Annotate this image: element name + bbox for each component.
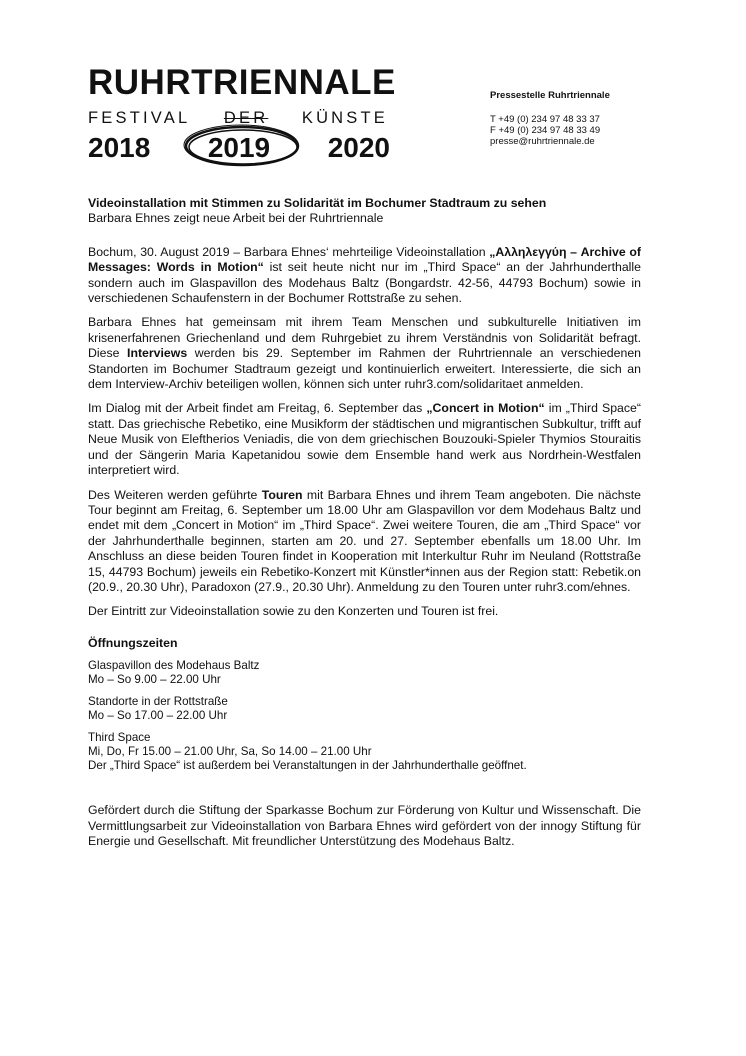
- hours-location-3: Third Space Mi, Do, Fr 15.00 – 21.00 Uhr, Sa, So 14.00 – 21.00 Uhr Der „Third Space“ ist außerdem bei Veranstaltungen in der Jahrhunderthalle geöffnet.: [88, 731, 527, 773]
- logo-year-2020: 2020: [327, 132, 390, 163]
- paragraph-concert: Im Dialog mit der Arbeit findet am Freitag, 6. September das „Concert in Motion“ im „Third Space“ statt. Das griechische Rebetiko, eine Musikform der städtischen und migrantischen Subkultur, trifft auf Neue Musik von Eleftherios Veniadis, die von dem griechischen Bouzouki-Spieler Thymios Stouraitis und der Sängerin Maria Kapetanidou sowie dem Ensemble hand werk aus Nordrhein-Westfalen interpretiert wird.: [88, 401, 641, 478]
- press-contact: [490, 90, 610, 147]
- installation-title: „Αλληλεγγύη – Archive of Messages: Words in Motion“: [88, 244, 642, 275]
- press-phone: T +49 (0) 234 97 48 33 37: [490, 114, 600, 125]
- hours-location-2: Standorte in der Rottstraße Mo – So 17.00 – 22.00 Uhr: [88, 695, 228, 723]
- logo-word-kuenste: KÜNSTE: [301, 109, 388, 127]
- paragraph-funding: Gefördert durch die Stiftung der Sparkasse Bochum zur Förderung von Kultur und Wissenschaft. Die Vermittlungsarbeit zur Videoinstallation von Barbara Ehnes wird gefördert von der innogy Stiftung für Energie und Gesellschaft. Mit freundlicher Unterstützung des Modehaus Baltz.: [88, 803, 641, 848]
- opening-hours: [88, 659, 641, 773]
- tours-highlight: Touren: [261, 487, 303, 502]
- headline: Videoinstallation mit Stimmen zu Solidarität im Bochumer Stadtraum zu sehen: [88, 196, 547, 210]
- logo-years: [88, 132, 390, 164]
- press-fax: F +49 (0) 234 97 48 33 49: [490, 125, 601, 136]
- paragraph-interviews: Barbara Ehnes hat gemeinsam mit ihrem Team Menschen und subkulturelle Initiativen im krisenerfahrenen Griechenland und dem Ruhrgebiet zu ihrem Verständnis von Solidarität befragt. Diese Interviews werden bis 29. September im Rahmen der Ruhrtriennale an verschiedenen Standorten im Bochumer Stadtraum gezeigt und kontinuierlich erweitert. Interessierte, die sich an dem Interview-Archiv beteiligen wollen, können sich unter ruhr3.com/solidaritaet anmelden.: [88, 315, 641, 392]
- paragraph-tours: Des Weiteren werden geführte Touren mit Barbara Ehnes und ihrem Team angeboten. Die nächste Tour beginnt am Freitag, 6. September um 18.00 Uhr am Glaspavillon vor dem Modehaus Baltz und endet mit dem „Concert in Motion“ im „Third Space“. Zwei weitere Touren, die am „Third Space“ vor der Jahrhunderthalle beginnen, starten am 20. und 27. September ebenfalls um 18.00 Uhr. Im Anschluss an diese beiden Touren findet in Kooperation mit Interkultur Ruhr im Neuland (Rottstraße 15, 44793 Bochum) jeweils ein Rebetiko-Konzert mit Künstler*innen aus der Region statt: Rebetik.on (20.9., 20.30 Uhr), Paradoxon (27.9., 20.30 Uhr). Anmeldung zu den Touren unter ruhr3.com/ehnes.: [88, 487, 641, 594]
- hours-location-1: Glaspavillon des Modehaus Baltz Mo – So 9.00 – 22.00 Uhr: [88, 659, 260, 687]
- logo-title: RUHRTRIENNALE: [88, 63, 396, 102]
- opening-hours-title: Öffnungszeiten: [88, 635, 178, 650]
- paragraph-admission: Der Eintritt zur Videoinstallation sowie zu den Konzerten und Touren ist frei.: [88, 604, 499, 619]
- interviews-highlight: Interviews: [127, 346, 188, 361]
- logo-year-2019: 2019: [207, 132, 271, 163]
- logo-word-der: DER: [223, 109, 269, 127]
- logo-word-festival: FESTIVAL: [88, 109, 191, 127]
- scribble-circle-icon: [182, 123, 302, 169]
- concert-highlight: „Concert in Motion“: [426, 401, 545, 416]
- press-title: Pressestelle Ruhrtriennale: [490, 90, 610, 101]
- paragraph-intro: Bochum, 30. August 2019 – Barbara Ehnes‘ mehrteilige Videoinstallation „Αλληλεγγύη – Archive of Messages: Words in Motion“ ist seit heute nicht nur im „Third Space“ an der Jahrhunderthalle sondern auch im Glaspavillon des Modehaus Baltz (Bongardstr. 42-56, 44793 Bochum) sowie in verschiedenen Schaufenstern in der Bochumer Rottstraße zu sehen.: [88, 244, 642, 306]
- festival-logo: [88, 64, 398, 164]
- subheadline: Barbara Ehnes zeigt neue Arbeit bei der Ruhrtriennale: [88, 211, 384, 226]
- press-release-body: [88, 196, 641, 858]
- press-email[interactable]: presse@ruhrtriennale.de: [490, 136, 595, 147]
- logo-year-2018: 2018: [88, 132, 151, 163]
